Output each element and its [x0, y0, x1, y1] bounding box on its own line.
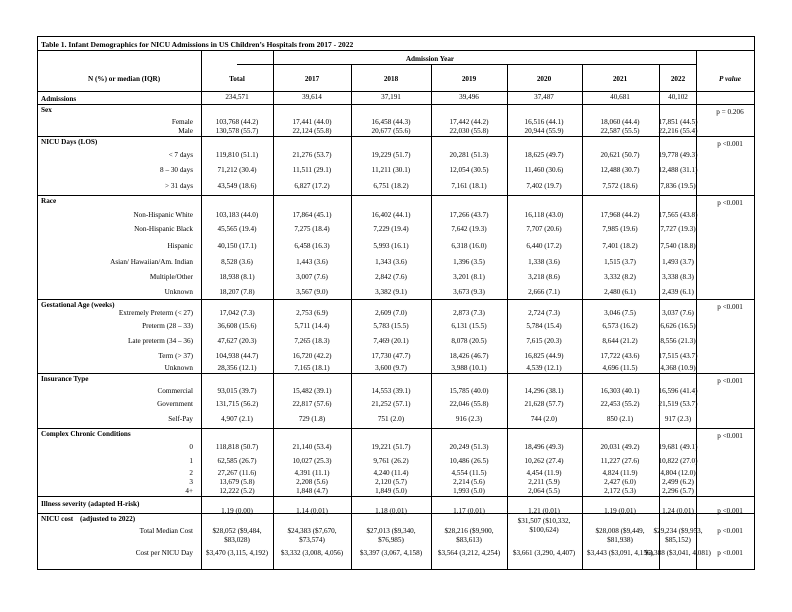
row-label: Asian/ Hawaiian/Am. Indian: [110, 258, 193, 266]
data-cell: 4,454 (11.9): [526, 469, 562, 477]
data-cell: 1,343 (3.6): [375, 258, 407, 266]
data-cell: 3,382 (9.1): [375, 288, 407, 296]
data-cell: 17,722 (43.6): [600, 352, 640, 360]
header-col-3: 2018: [383, 75, 399, 83]
section-divider: [38, 299, 754, 300]
section-label: Illness severity (adapted H-risk): [41, 500, 140, 508]
data-cell: 11,227 (27.6): [600, 457, 640, 465]
data-cell: 12,488 (31.1): [658, 166, 698, 174]
data-cell: 2,753 (6.9): [296, 309, 328, 317]
data-cell: 16,825 (44.9): [524, 352, 564, 360]
data-cell: 5,993 (16.1): [373, 242, 409, 250]
data-cell: 2,211 (5.9): [528, 478, 560, 486]
data-cell: $3,388 ($3,041, 4,081): [645, 549, 711, 557]
header-col-6: 2021: [612, 75, 628, 83]
data-cell: 2,666 (7.1): [528, 288, 560, 296]
data-cell: 1.24 (0.01): [662, 507, 694, 515]
data-cell: 9,761 (26.2): [373, 457, 409, 465]
data-cell: 8,556 (21.3): [660, 337, 696, 345]
p-value: p <0.001: [717, 507, 743, 515]
data-cell: 20,031 (49.2): [600, 443, 640, 451]
data-cell: 28,356 (12.1): [217, 364, 257, 372]
data-cell: 3,218 (8.6): [528, 273, 560, 281]
data-cell: 11,460 (30.6): [524, 166, 564, 174]
row-label: 8 – 30 days: [160, 166, 193, 174]
data-cell: 16,402 (44.1): [371, 211, 411, 219]
data-cell: 6,573 (16.2): [602, 322, 638, 330]
section-divider: [38, 104, 754, 105]
data-cell: $24,383 ($7,670, $73,574): [287, 527, 337, 544]
data-cell: 17,042 (7.3): [219, 309, 255, 317]
row-label: Unknown: [164, 288, 193, 296]
data-cell: 20,621 (50.7): [600, 151, 640, 159]
data-cell: 27,267 (11.6): [217, 469, 257, 477]
data-cell: 7,985 (19.6): [602, 225, 638, 233]
data-cell: 18,426 (46.7): [449, 352, 489, 360]
data-cell: 22,030 (55.8): [449, 127, 489, 135]
data-cell: 7,642 (19.3): [451, 225, 487, 233]
data-cell: 8,078 (20.5): [451, 337, 487, 345]
data-cell: 21,140 (53.4): [292, 443, 332, 451]
row-label: Female: [171, 118, 193, 126]
data-cell: 6,131 (15.5): [451, 322, 487, 330]
data-cell: 39,614: [302, 93, 322, 101]
data-cell: 7,402 (19.7): [526, 182, 562, 190]
row-label: Non-Hispanic White: [133, 211, 193, 219]
data-cell: 22,453 (55.2): [600, 400, 640, 408]
data-cell: 10,027 (25.3): [292, 457, 332, 465]
section-label: Admissions: [41, 95, 77, 103]
data-cell: 17,968 (44.2): [600, 211, 640, 219]
data-cell: 2,480 (6.1): [604, 288, 636, 296]
data-cell: 18,938 (8.1): [219, 273, 255, 281]
column-divider-year: [659, 64, 660, 569]
data-cell: 6,318 (16.0): [451, 242, 487, 250]
data-cell: 22,124 (55.8): [292, 127, 332, 135]
data-cell: 14,553 (39.1): [371, 387, 411, 395]
data-cell: 850 (2.1): [606, 415, 634, 423]
data-cell: 130,578 (55.7): [215, 127, 259, 135]
p-value: p = 0.206: [716, 108, 744, 116]
header-col-1: Total: [229, 75, 245, 83]
data-cell: 36,608 (15.6): [217, 322, 257, 330]
section-label: Sex: [41, 106, 52, 114]
data-cell: 22,216 (55.4): [658, 127, 698, 135]
data-cell: 2,609 (7.0): [375, 309, 407, 317]
data-cell: 2,842 (7.6): [375, 273, 407, 281]
data-cell: 18,625 (49.7): [524, 151, 564, 159]
data-cell: 18,060 (44.4): [600, 118, 640, 126]
data-cell: 1.19 (0.01): [604, 507, 636, 515]
demographics-table: [37, 36, 755, 570]
p-value: p <0.001: [717, 199, 743, 207]
section-sublabel: (adjusted to 2022): [80, 515, 136, 523]
data-cell: 7,572 (18.6): [602, 182, 638, 190]
p-value: p <0.001: [717, 432, 743, 440]
row-label: Multiple/Other: [149, 273, 193, 281]
data-cell: 6,827 (17.2): [294, 182, 330, 190]
data-cell: 3,201 (8.1): [453, 273, 485, 281]
row-label: Preterm (28 – 33): [142, 322, 193, 330]
data-cell: 103,183 (44.0): [215, 211, 259, 219]
section-label: Complex Chronic Conditions: [41, 430, 131, 438]
data-cell: 7,540 (18.8): [660, 242, 696, 250]
data-cell: 3,988 (10.1): [451, 364, 487, 372]
data-cell: 16,596 (41.4): [658, 387, 698, 395]
row-label: Term (> 37): [158, 352, 193, 360]
data-cell: 5,784 (15.4): [526, 322, 562, 330]
data-cell: 18,496 (49.3): [524, 443, 564, 451]
data-cell: 7,836 (19.5): [660, 182, 696, 190]
row-label: Total Median Cost: [139, 527, 193, 535]
admission-year-divider: [237, 64, 696, 65]
header-pvalue: P value: [719, 75, 741, 83]
data-cell: 10,262 (27.4): [524, 457, 564, 465]
row-label: 2: [189, 469, 193, 477]
data-cell: 11,211 (30.1): [371, 166, 411, 174]
data-cell: 17,442 (44.2): [449, 118, 489, 126]
data-cell: 16,303 (40.1): [600, 387, 640, 395]
data-cell: 103,768 (44.2): [215, 118, 259, 126]
section-divider: [38, 428, 754, 429]
data-cell: 4,554 (11.5): [451, 469, 487, 477]
row-label: < 7 days: [168, 151, 193, 159]
data-cell: 2,724 (7.3): [528, 309, 560, 317]
row-label: Unknown: [164, 364, 193, 372]
data-cell: 4,824 (11.9): [602, 469, 638, 477]
data-cell: 3,332 (8.2): [604, 273, 636, 281]
row-label: 0: [189, 443, 193, 451]
data-cell: 1,515 (3.7): [604, 258, 636, 266]
data-cell: 17,515 (43.7): [658, 352, 698, 360]
row-label: Cost per NICU Day: [135, 549, 193, 557]
section-label: NICU cost: [41, 515, 74, 523]
data-cell: 22,046 (55.8): [449, 400, 489, 408]
row-label: Male: [178, 127, 193, 135]
data-cell: 4,539 (12.1): [526, 364, 562, 372]
data-cell: 45,565 (19.4): [217, 225, 257, 233]
data-cell: $3,470 (3,115, 4,192): [205, 549, 269, 557]
data-cell: 12,488 (30.7): [600, 166, 640, 174]
data-cell: 47,627 (20.3): [217, 337, 257, 345]
row-label: Non-Hispanic Black: [134, 225, 193, 233]
data-cell: 18,207 (7.8): [219, 288, 255, 296]
data-cell: 7,401 (18.2): [602, 242, 638, 250]
data-cell: 1.14 (0.01): [296, 507, 328, 515]
data-cell: 2,208 (5.6): [296, 478, 328, 486]
data-cell: 22,587 (55.5): [600, 127, 640, 135]
data-cell: 7,707 (20.6): [526, 225, 562, 233]
row-label: Commercial: [157, 387, 193, 395]
data-cell: 62,585 (26.7): [217, 457, 257, 465]
section-divider: [38, 195, 754, 196]
data-cell: 1,338 (3.6): [528, 258, 560, 266]
data-cell: 19,778 (49.3): [658, 151, 698, 159]
data-cell: 744 (2.0): [530, 415, 558, 423]
data-cell: 1,443 (3.6): [296, 258, 328, 266]
section-divider: [38, 496, 754, 497]
data-cell: 1.17 (0.01): [453, 507, 485, 515]
section-label: Insurance Type: [41, 375, 89, 383]
column-divider-total: [201, 50, 202, 569]
data-cell: $3,564 (3,212, 4,254): [437, 549, 501, 557]
data-cell: 3,673 (9.3): [453, 288, 485, 296]
row-label: 3: [189, 478, 193, 486]
p-value: p <0.001: [717, 140, 743, 148]
header-divider: [38, 91, 754, 92]
row-label: 1: [189, 457, 193, 465]
data-cell: 5,711 (14.4): [294, 322, 330, 330]
data-cell: $28,052 ($9,484, $83,028): [212, 527, 262, 544]
p-value: p <0.001: [717, 303, 743, 311]
data-cell: 11,511 (29.1): [292, 166, 332, 174]
data-cell: 7,469 (20.1): [373, 337, 409, 345]
data-cell: 19,229 (51.7): [371, 151, 411, 159]
data-cell: 6,458 (16.3): [294, 242, 330, 250]
data-cell: $28,216 ($9,900, $83,613): [444, 527, 494, 544]
header-label: N (%) or median (IQR): [88, 75, 161, 83]
data-cell: 3,037 (7.6): [662, 309, 694, 317]
data-cell: 21,252 (57.1): [371, 400, 411, 408]
section-divider: [38, 136, 754, 137]
data-cell: 1.19 (0.00): [221, 507, 253, 515]
data-cell: 8,644 (21.2): [602, 337, 638, 345]
data-cell: 17,864 (45.1): [292, 211, 332, 219]
data-cell: 2,873 (7.3): [453, 309, 485, 317]
data-cell: 4,391 (11.1): [294, 469, 330, 477]
data-cell: 917 (2.3): [664, 415, 692, 423]
data-cell: 16,118 (43.0): [524, 211, 564, 219]
data-cell: $3,332 (3,008, 4,056): [280, 549, 344, 557]
data-cell: 10,486 (26.5): [449, 457, 489, 465]
title-divider: [38, 50, 754, 51]
row-label: Extremely Preterm (< 27): [118, 309, 193, 317]
data-cell: 40,681: [610, 93, 630, 101]
data-cell: $3,397 (3,067, 4,158): [359, 549, 423, 557]
data-cell: 1,493 (3.7): [662, 258, 694, 266]
data-cell: 93,015 (39.7): [217, 387, 257, 395]
data-cell: 1,849 (5.0): [375, 487, 407, 495]
data-cell: 20,281 (51.3): [449, 151, 489, 159]
column-divider-year: [582, 64, 583, 569]
data-cell: 7,275 (18.4): [294, 225, 330, 233]
data-cell: 2,064 (5.5): [528, 487, 560, 495]
data-cell: 7,161 (18.1): [451, 182, 487, 190]
data-cell: 3,567 (9.0): [296, 288, 328, 296]
data-cell: 119,810 (51.1): [215, 151, 259, 159]
data-cell: 131,715 (56.2): [215, 400, 259, 408]
data-cell: 14,296 (38.1): [524, 387, 564, 395]
data-cell: 37,191: [381, 93, 401, 101]
data-cell: 6,626 (16.5): [660, 322, 696, 330]
data-cell: 3,600 (9.7): [375, 364, 407, 372]
data-cell: 17,441 (44.0): [292, 118, 332, 126]
data-cell: 2,172 (5.3): [604, 487, 636, 495]
header-col-2: 2017: [304, 75, 320, 83]
data-cell: 6,751 (18.2): [373, 182, 409, 190]
data-cell: 43,549 (18.6): [217, 182, 257, 190]
data-cell: 40,102: [668, 93, 688, 101]
data-cell: 4,240 (11.4): [373, 469, 409, 477]
section-label: Race: [41, 197, 57, 205]
data-cell: 118,818 (50.7): [215, 443, 259, 451]
header-col-5: 2020: [536, 75, 552, 83]
row-label: Late preterm (34 – 36): [127, 337, 193, 345]
data-cell: 16,516 (44.1): [524, 118, 564, 126]
data-cell: 4,696 (11.5): [602, 364, 638, 372]
data-cell: 17,565 (43.8): [658, 211, 698, 219]
data-cell: 234,571: [225, 93, 249, 101]
data-cell: 37,487: [534, 93, 554, 101]
data-cell: 16,720 (42.2): [292, 352, 332, 360]
data-cell: 2,296 (5.7): [662, 487, 694, 495]
data-cell: 2,499 (6.2): [662, 478, 694, 486]
data-cell: 20,677 (55.6): [371, 127, 411, 135]
header-col-7: 2022: [670, 75, 686, 83]
data-cell: 2,427 (6.0): [604, 478, 636, 486]
data-cell: 1.18 (0.01): [375, 507, 407, 515]
data-cell: 7,165 (18.1): [294, 364, 330, 372]
data-cell: 5,783 (15.5): [373, 322, 409, 330]
data-cell: $27,013 ($9,340, $76,985): [366, 527, 416, 544]
data-cell: 21,276 (53.7): [292, 151, 332, 159]
row-label: Government: [157, 400, 193, 408]
p-value: p <0.001: [717, 527, 743, 535]
data-cell: 19,681 (49.1): [658, 443, 698, 451]
data-cell: 20,944 (55.9): [524, 127, 564, 135]
data-cell: $28,008 ($9,449, $81,938): [595, 527, 645, 544]
data-cell: 7,265 (18.3): [294, 337, 330, 345]
section-divider: [38, 373, 754, 374]
data-cell: 21,519 (53.7): [658, 400, 698, 408]
data-cell: 3,007 (7.6): [296, 273, 328, 281]
data-cell: 15,482 (39.1): [292, 387, 332, 395]
data-cell: 17,851 (44.5): [658, 118, 698, 126]
data-cell: 1,848 (4.7): [296, 487, 328, 495]
data-cell: 17,266 (43.7): [449, 211, 489, 219]
section-label: Gestational Age (weeks): [41, 301, 115, 309]
data-cell: 4,368 (10.9): [660, 364, 696, 372]
data-cell: 2,439 (6.1): [662, 288, 694, 296]
data-cell: 916 (2.3): [455, 415, 483, 423]
data-cell: 20,249 (51.3): [449, 443, 489, 451]
data-cell: 12,054 (30.5): [449, 166, 489, 174]
data-cell: 13,679 (5.8): [219, 478, 255, 486]
data-cell: 8,528 (3.6): [221, 258, 253, 266]
data-cell: 3,338 (8.3): [662, 273, 694, 281]
data-cell: 71,212 (30.4): [217, 166, 257, 174]
data-cell: 1,993 (5.0): [453, 487, 485, 495]
data-cell: 7,727 (19.3): [660, 225, 696, 233]
data-cell: $29,234 ($9,953, $85,152): [653, 527, 703, 544]
data-cell: 15,785 (40.0): [449, 387, 489, 395]
data-cell: 39,496: [459, 93, 479, 101]
data-cell: 1,396 (3.5): [453, 258, 485, 266]
row-label: Self-Pay: [168, 415, 193, 423]
data-cell: $3,661 (3,290, 4,407): [512, 549, 576, 557]
p-value: p <0.001: [717, 549, 743, 557]
data-cell: 16,458 (44.3): [371, 118, 411, 126]
data-cell: 7,615 (20.3): [526, 337, 562, 345]
column-divider-year: [351, 64, 352, 569]
data-cell: 4,907 (2.1): [221, 415, 253, 423]
data-cell: 21,628 (57.7): [524, 400, 564, 408]
data-cell: $3,443 ($3,091, 4,156): [587, 549, 653, 557]
data-cell: 12,222 (5.2): [219, 487, 255, 495]
data-cell: 19,221 (51.7): [371, 443, 411, 451]
column-divider-year: [507, 64, 508, 569]
data-cell: 1.21 (0.01): [528, 507, 560, 515]
p-value: p <0.001: [717, 377, 743, 385]
data-cell: 2,120 (5.7): [375, 478, 407, 486]
data-cell: 751 (2.0): [377, 415, 405, 423]
data-cell: 22,817 (57.6): [292, 400, 332, 408]
row-label: Hispanic: [167, 242, 193, 250]
data-cell: $31,507 ($10,332, $100,624): [517, 517, 571, 534]
admission-year-label: Admission Year: [405, 55, 455, 63]
column-divider-year: [431, 64, 432, 569]
row-label: > 31 days: [164, 182, 193, 190]
header-col-4: 2019: [461, 75, 477, 83]
row-label: 4+: [185, 487, 193, 495]
data-cell: 4,804 (12.0): [660, 469, 696, 477]
column-divider-2017: [273, 50, 274, 569]
data-cell: 104,938 (44.7): [215, 352, 259, 360]
table-title: Table 1. Infant Demographics for NICU Admissions in US Children’s Hospitals from 2017 - 2022: [41, 40, 354, 49]
data-cell: 17,730 (47.7): [371, 352, 411, 360]
data-cell: 3,046 (7.5): [604, 309, 636, 317]
data-cell: 6,440 (17.2): [526, 242, 562, 250]
data-cell: 7,229 (19.4): [373, 225, 409, 233]
data-cell: 729 (1.8): [298, 415, 326, 423]
section-label: NICU Days (LOS): [41, 138, 98, 146]
data-cell: 10,822 (27.0): [658, 457, 698, 465]
data-cell: 2,214 (5.6): [453, 478, 485, 486]
data-cell: 40,150 (17.1): [217, 242, 257, 250]
